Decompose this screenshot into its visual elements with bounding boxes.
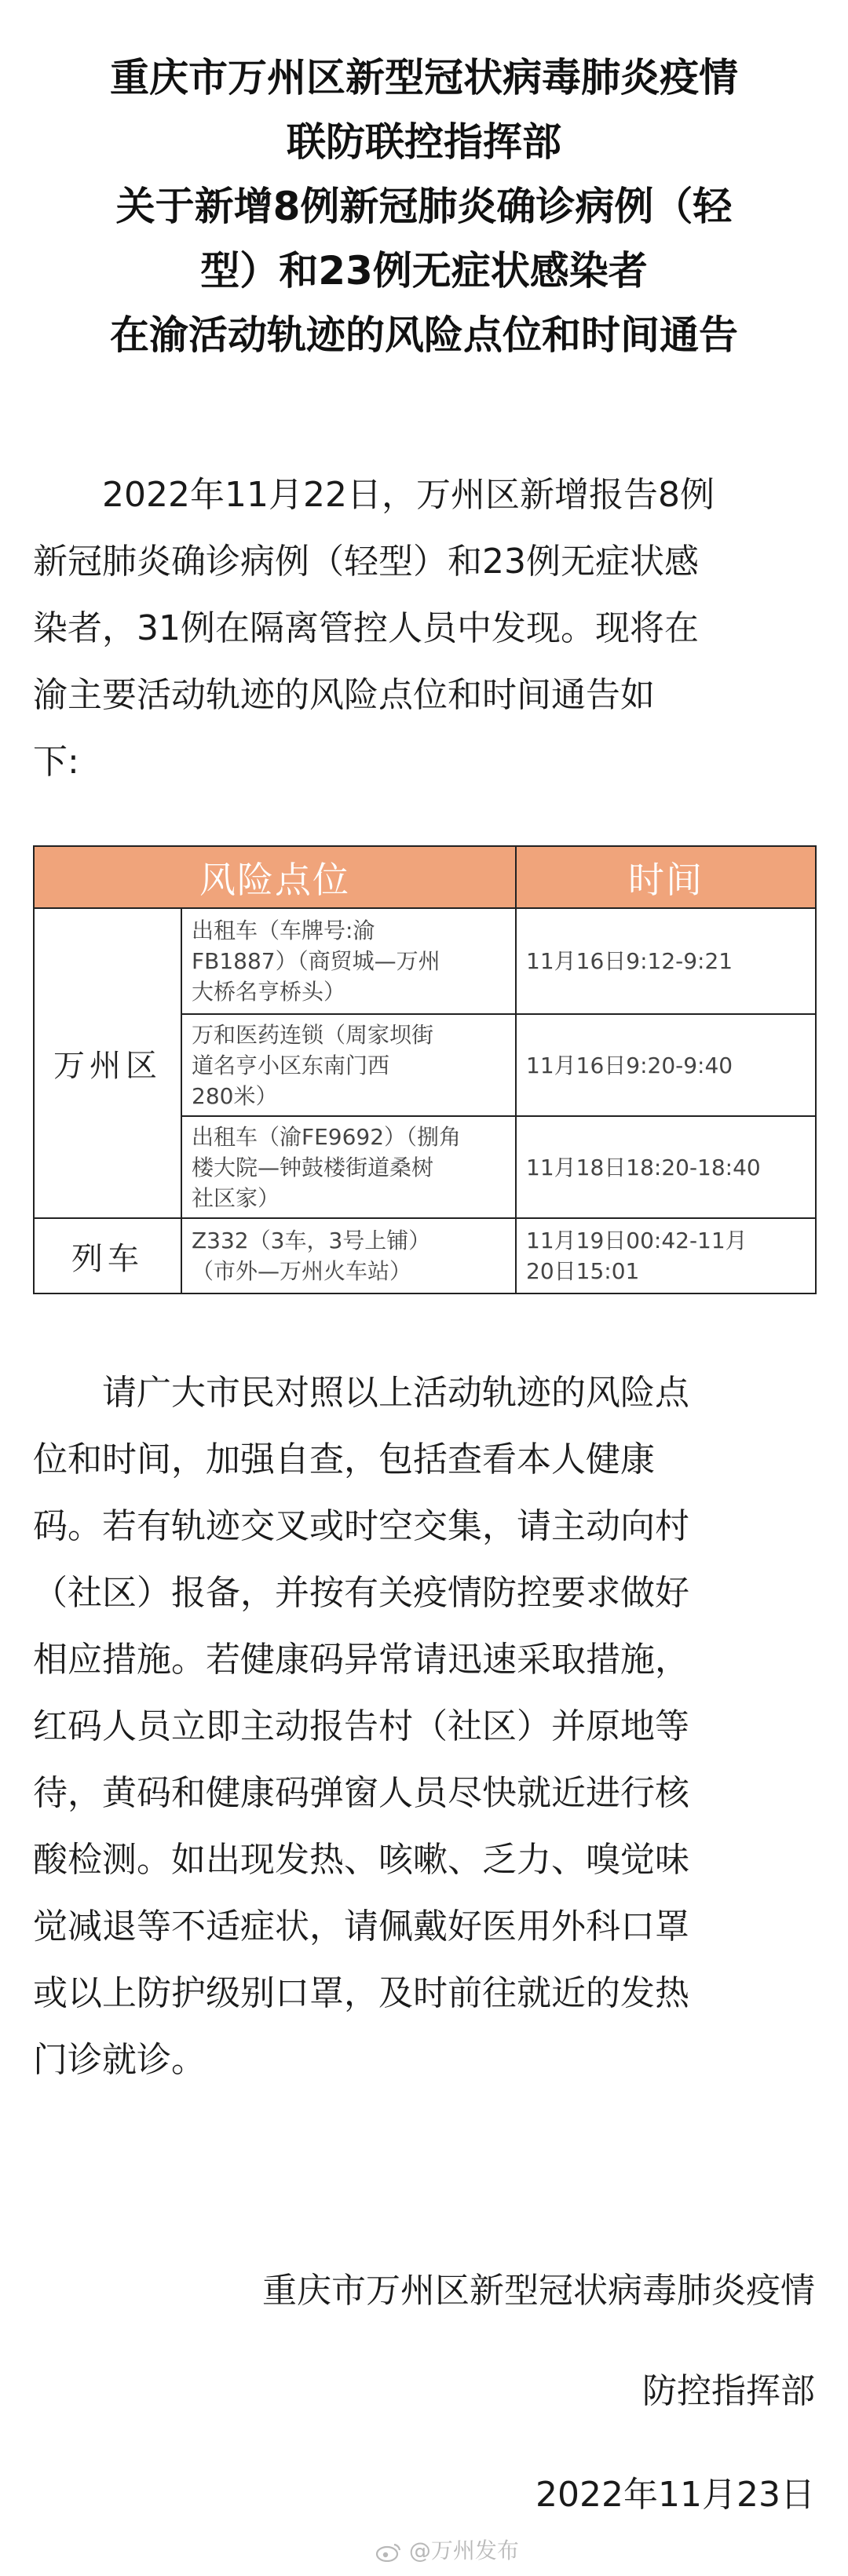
table-header-row [34, 846, 816, 908]
time-line: 11月16日9:12-9:21 [526, 948, 733, 974]
time-cell [516, 1218, 816, 1293]
header-risk-location: 风险点位 [34, 846, 516, 908]
risk-location-table [33, 845, 817, 1294]
watermark-text: @万州发布 [408, 2538, 519, 2563]
notice-line: （社区）报备，并按有关疫情防控要求做好 [33, 1573, 689, 1613]
place-line: 万和医药连锁（周家坝街 [192, 1021, 434, 1048]
area-cell: 万州区 [34, 908, 181, 1218]
place-cell [181, 908, 516, 1014]
notice-line: 觉减退等不适症状，请佩戴好医用外科口罩 [33, 1906, 689, 1947]
place-cell [181, 1218, 516, 1293]
notice-line: 请广大市民对照以上活动轨迹的风险点 [102, 1373, 689, 1413]
notice-paragraph [33, 1359, 818, 2093]
place-line: 社区家） [192, 1184, 280, 1211]
place-cell [181, 1116, 516, 1218]
title-line: 型）和23例无症状感染者 [200, 248, 648, 294]
signature-org-line1: 重庆市万州区新型冠状病毒肺炎疫情 [262, 2271, 815, 2311]
notice-line: 红码人员立即主动报告村（社区）并原地等 [33, 1706, 689, 1746]
place-line: 道名亨小区东南门西 [192, 1052, 390, 1078]
notice-line: 码。若有轨迹交叉或时空交集，请主动向村 [33, 1506, 689, 1546]
title-line: 联防联控指挥部 [287, 119, 561, 165]
time-line: 20日15:01 [526, 1258, 640, 1284]
title-line: 在渝活动轨迹的风险点位和时间通告 [110, 312, 738, 358]
header-time: 时间 [516, 846, 816, 908]
time-line: 11月18日18:20-18:40 [526, 1154, 761, 1180]
intro-line: 渝主要活动轨迹的风险点位和时间通告如 [33, 675, 655, 715]
intro-paragraph [33, 462, 818, 795]
title-line: 关于新增8例新冠肺炎确诊病例（轻 [115, 184, 733, 229]
intro-line: 新冠肺炎确诊病例（轻型）和23例无症状感 [33, 542, 699, 582]
notice-line: 相应措施。若健康码异常请迅速采取措施， [33, 1640, 689, 1680]
place-line: FB1887）（商贸城—万州 [192, 948, 440, 974]
area-cell: 列车 [34, 1218, 181, 1293]
intro-line: 下: [33, 742, 79, 782]
time-line: 11月16日9:20-9:40 [526, 1052, 733, 1078]
weibo-icon [375, 2541, 402, 2562]
notice-line: 或以上防护级别口罩，及时前往就近的发热 [33, 1973, 689, 2013]
place-cell [181, 1014, 516, 1116]
place-line: 大桥名亨桥头） [192, 979, 346, 1005]
time-cell [516, 1014, 816, 1116]
place-line: Z332（3车，3号上铺） [192, 1228, 431, 1253]
place-line: （市外—万州火车站） [192, 1258, 412, 1284]
notice-line: 位和时间，加强自查，包括查看本人健康 [33, 1439, 655, 1480]
notice-title [0, 46, 848, 367]
time-line: 11月19日00:42-11月 [526, 1228, 747, 1253]
table-row [34, 908, 816, 1014]
intro-line: 染者，31例在隔离管控人员中发现。现将在 [33, 608, 699, 648]
signature-date: 2022年11月23日 [535, 2475, 815, 2515]
time-cell [516, 1116, 816, 1218]
notice-line: 待，黄码和健康码弹窗人员尽快就近进行核 [33, 1773, 689, 1813]
title-line: 重庆市万州区新型冠状病毒肺炎疫情 [110, 55, 738, 100]
watermark [375, 2534, 519, 2565]
notice-line: 酸检测。如出现发热、咳嗽、乏力、嗅觉味 [33, 1840, 689, 1880]
table-row [34, 1218, 816, 1293]
place-line: 楼大院—钟鼓楼街道桑树 [192, 1154, 434, 1180]
place-line: 出租车（渝FE9692）（捌角 [192, 1123, 462, 1150]
place-line: 出租车（车牌号:渝 [192, 918, 375, 943]
time-cell [516, 908, 816, 1014]
signature-org-line2: 防控指挥部 [642, 2371, 815, 2411]
place-line: 280米） [192, 1082, 278, 1109]
notice-line: 门诊就诊。 [33, 2040, 206, 2080]
intro-line: 2022年11月22日，万州区新增报告8例 [102, 475, 715, 515]
